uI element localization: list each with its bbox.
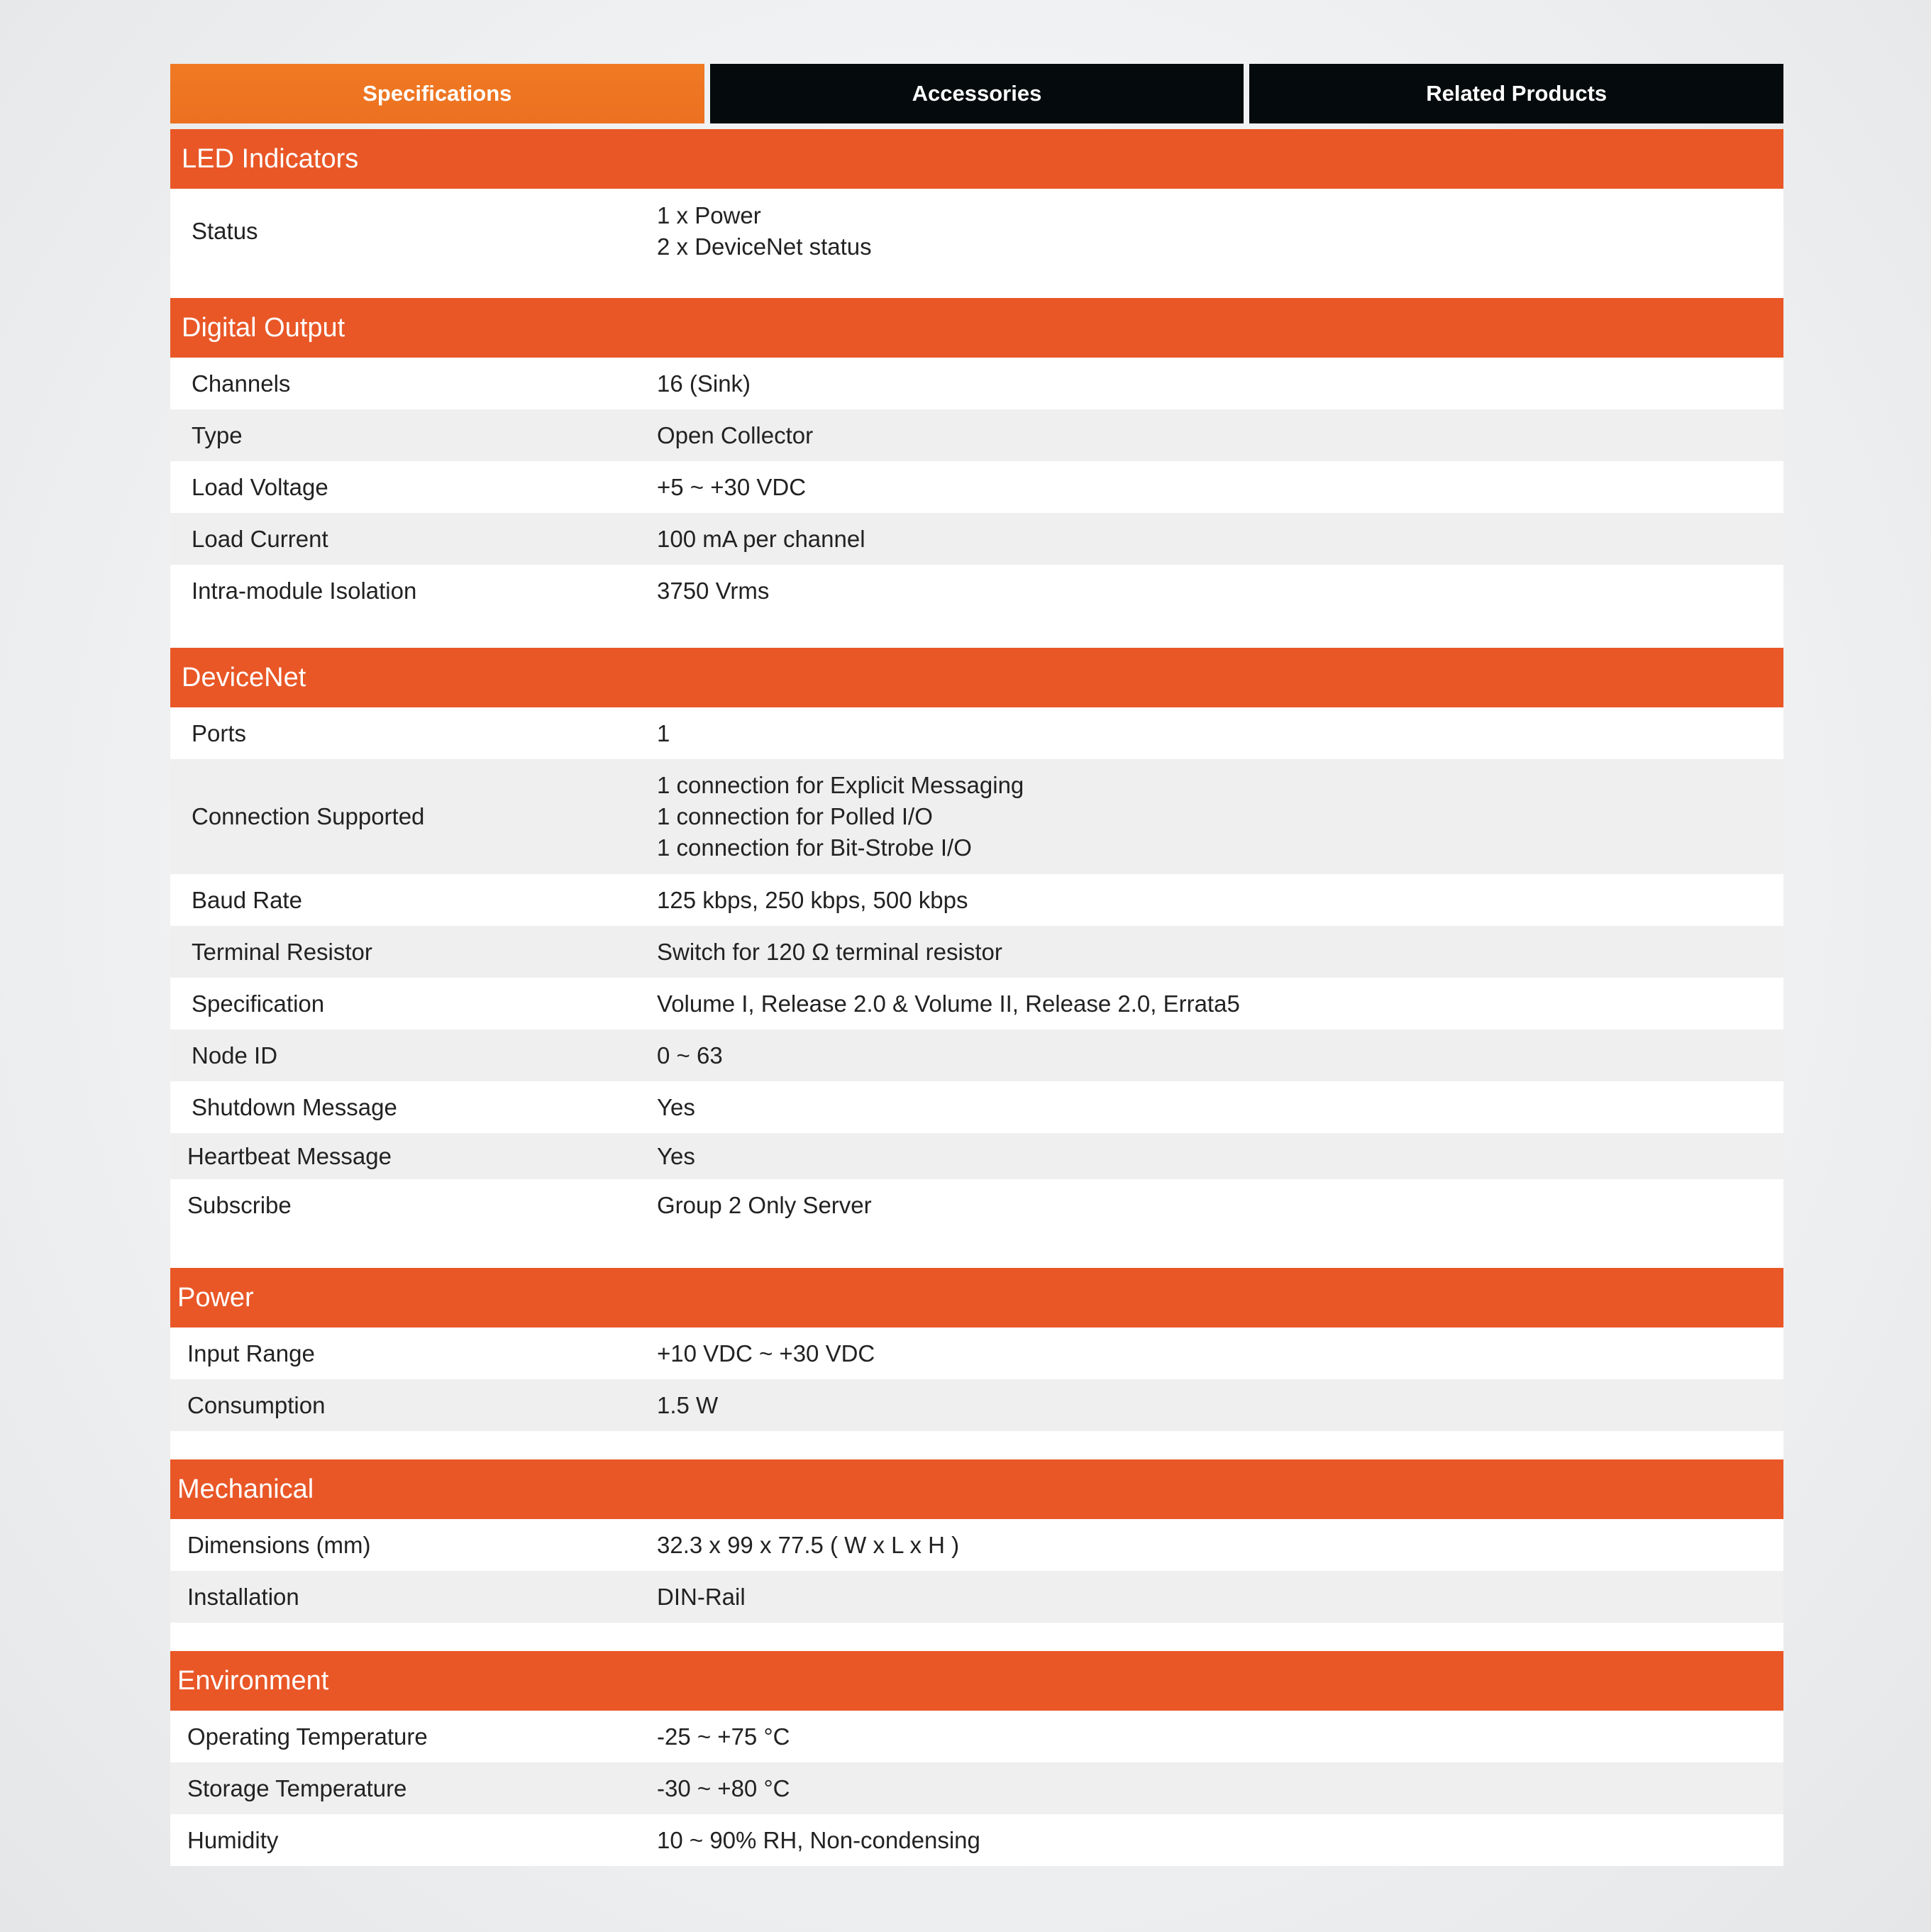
section-devicenet (170, 648, 1783, 1268)
spec-row (170, 461, 1783, 513)
spec-key: Input Range (187, 1340, 315, 1367)
spec-value-line: 1 x Power (657, 202, 761, 228)
spec-value: -25 ~ +75 °C (657, 1723, 790, 1750)
spec-key: Status (192, 218, 258, 244)
spec-value: 125 kbps, 250 kbps, 500 kbps (657, 886, 968, 913)
spec-key: Humidity (187, 1826, 279, 1853)
section-title: Digital Output (170, 298, 1783, 358)
spec-row (170, 1030, 1783, 1081)
spec-key: Subscribe (187, 1191, 292, 1218)
spec-value: 10 ~ 90% RH, Non-condensing (657, 1826, 980, 1853)
spec-value: 1 (657, 719, 670, 746)
spec-row (170, 1711, 1783, 1762)
spec-row (170, 926, 1783, 978)
section-mechanical (170, 1459, 1783, 1651)
spec-key: Heartbeat Message (187, 1142, 392, 1169)
tab-specifications[interactable]: Specifications (170, 64, 704, 123)
section-title: LED Indicators (170, 129, 1783, 189)
spec-value: DIN-Rail (657, 1583, 746, 1610)
spec-key: Type (192, 421, 243, 448)
spec-value (657, 770, 1783, 863)
spec-row (170, 759, 1783, 874)
tab-bar (170, 64, 1783, 123)
spec-value: Volume I, Release 2.0 & Volume II, Release 2.0, Errata5 (657, 990, 1240, 1017)
section-led-indicators (170, 129, 1783, 298)
spec-value: 0 ~ 63 (657, 1042, 723, 1069)
tab-accessories[interactable]: Accessories (710, 64, 1244, 123)
spec-key: Channels (192, 370, 291, 397)
spec-key: Installation (187, 1583, 299, 1610)
spec-row (170, 1762, 1783, 1814)
spec-value: 3750 Vrms (657, 577, 770, 604)
spec-key: Consumption (187, 1391, 326, 1418)
spec-key: Connection Supported (192, 803, 425, 829)
spec-row (170, 1179, 1783, 1231)
spec-key: Ports (192, 719, 247, 746)
tab-related-products[interactable]: Related Products (1249, 64, 1783, 123)
spec-value: Yes (657, 1142, 695, 1169)
spec-row (170, 1571, 1783, 1623)
section-environment (170, 1651, 1783, 1866)
spec-sheet (170, 64, 1783, 1866)
spec-value-line: 2 x DeviceNet status (657, 233, 872, 260)
spec-key: Terminal Resistor (192, 938, 372, 965)
spec-key: Dimensions (mm) (187, 1531, 371, 1558)
spec-value: Open Collector (657, 421, 814, 448)
spec-key: Operating Temperature (187, 1723, 428, 1750)
spec-value: 100 mA per channel (657, 525, 865, 552)
section-title: DeviceNet (170, 648, 1783, 707)
spec-key: Storage Temperature (187, 1774, 407, 1801)
spec-key: Specification (192, 990, 325, 1017)
spec-row (170, 189, 1783, 274)
spec-value: +5 ~ +30 VDC (657, 473, 807, 500)
spec-value: 1.5 W (657, 1391, 719, 1418)
spec-key: Load Voltage (192, 473, 328, 500)
spec-value-line: 1 connection for Bit-Strobe I/O (657, 834, 972, 861)
spec-value: 16 (Sink) (657, 370, 751, 397)
spec-key: Baud Rate (192, 886, 302, 913)
spec-row (170, 409, 1783, 461)
section-title: Environment (170, 1651, 1783, 1711)
spec-key: Shutdown Message (192, 1093, 397, 1120)
spec-row (170, 1814, 1783, 1866)
spec-row (170, 1133, 1783, 1179)
spec-value-line: 1 connection for Explicit Messaging (657, 772, 1024, 798)
spec-value: Switch for 120 Ω terminal resistor (657, 938, 1002, 965)
spec-value-line: 1 connection for Polled I/O (657, 803, 933, 829)
spec-key: Intra-module Isolation (192, 577, 417, 604)
spec-row (170, 874, 1783, 926)
section-title: Mechanical (170, 1459, 1783, 1519)
spec-row (170, 565, 1783, 617)
spec-value: Group 2 Only Server (657, 1191, 872, 1218)
spec-row (170, 513, 1783, 565)
spec-row (170, 1519, 1783, 1571)
spec-value: Yes (657, 1093, 695, 1120)
section-title: Power (170, 1268, 1783, 1327)
spec-row (170, 1327, 1783, 1379)
spec-row (170, 1379, 1783, 1431)
section-power (170, 1268, 1783, 1459)
spec-row (170, 978, 1783, 1030)
spec-value: -30 ~ +80 °C (657, 1774, 790, 1801)
section-digital-output (170, 298, 1783, 648)
spec-row (170, 358, 1783, 409)
spec-key: Load Current (192, 525, 328, 552)
spec-row (170, 1081, 1783, 1133)
spec-row (170, 707, 1783, 759)
spec-value: +10 VDC ~ +30 VDC (657, 1340, 875, 1367)
spec-value: 32.3 x 99 x 77.5 ( W x L x H ) (657, 1531, 960, 1558)
spec-key: Node ID (192, 1042, 278, 1069)
spec-value (657, 200, 1783, 263)
